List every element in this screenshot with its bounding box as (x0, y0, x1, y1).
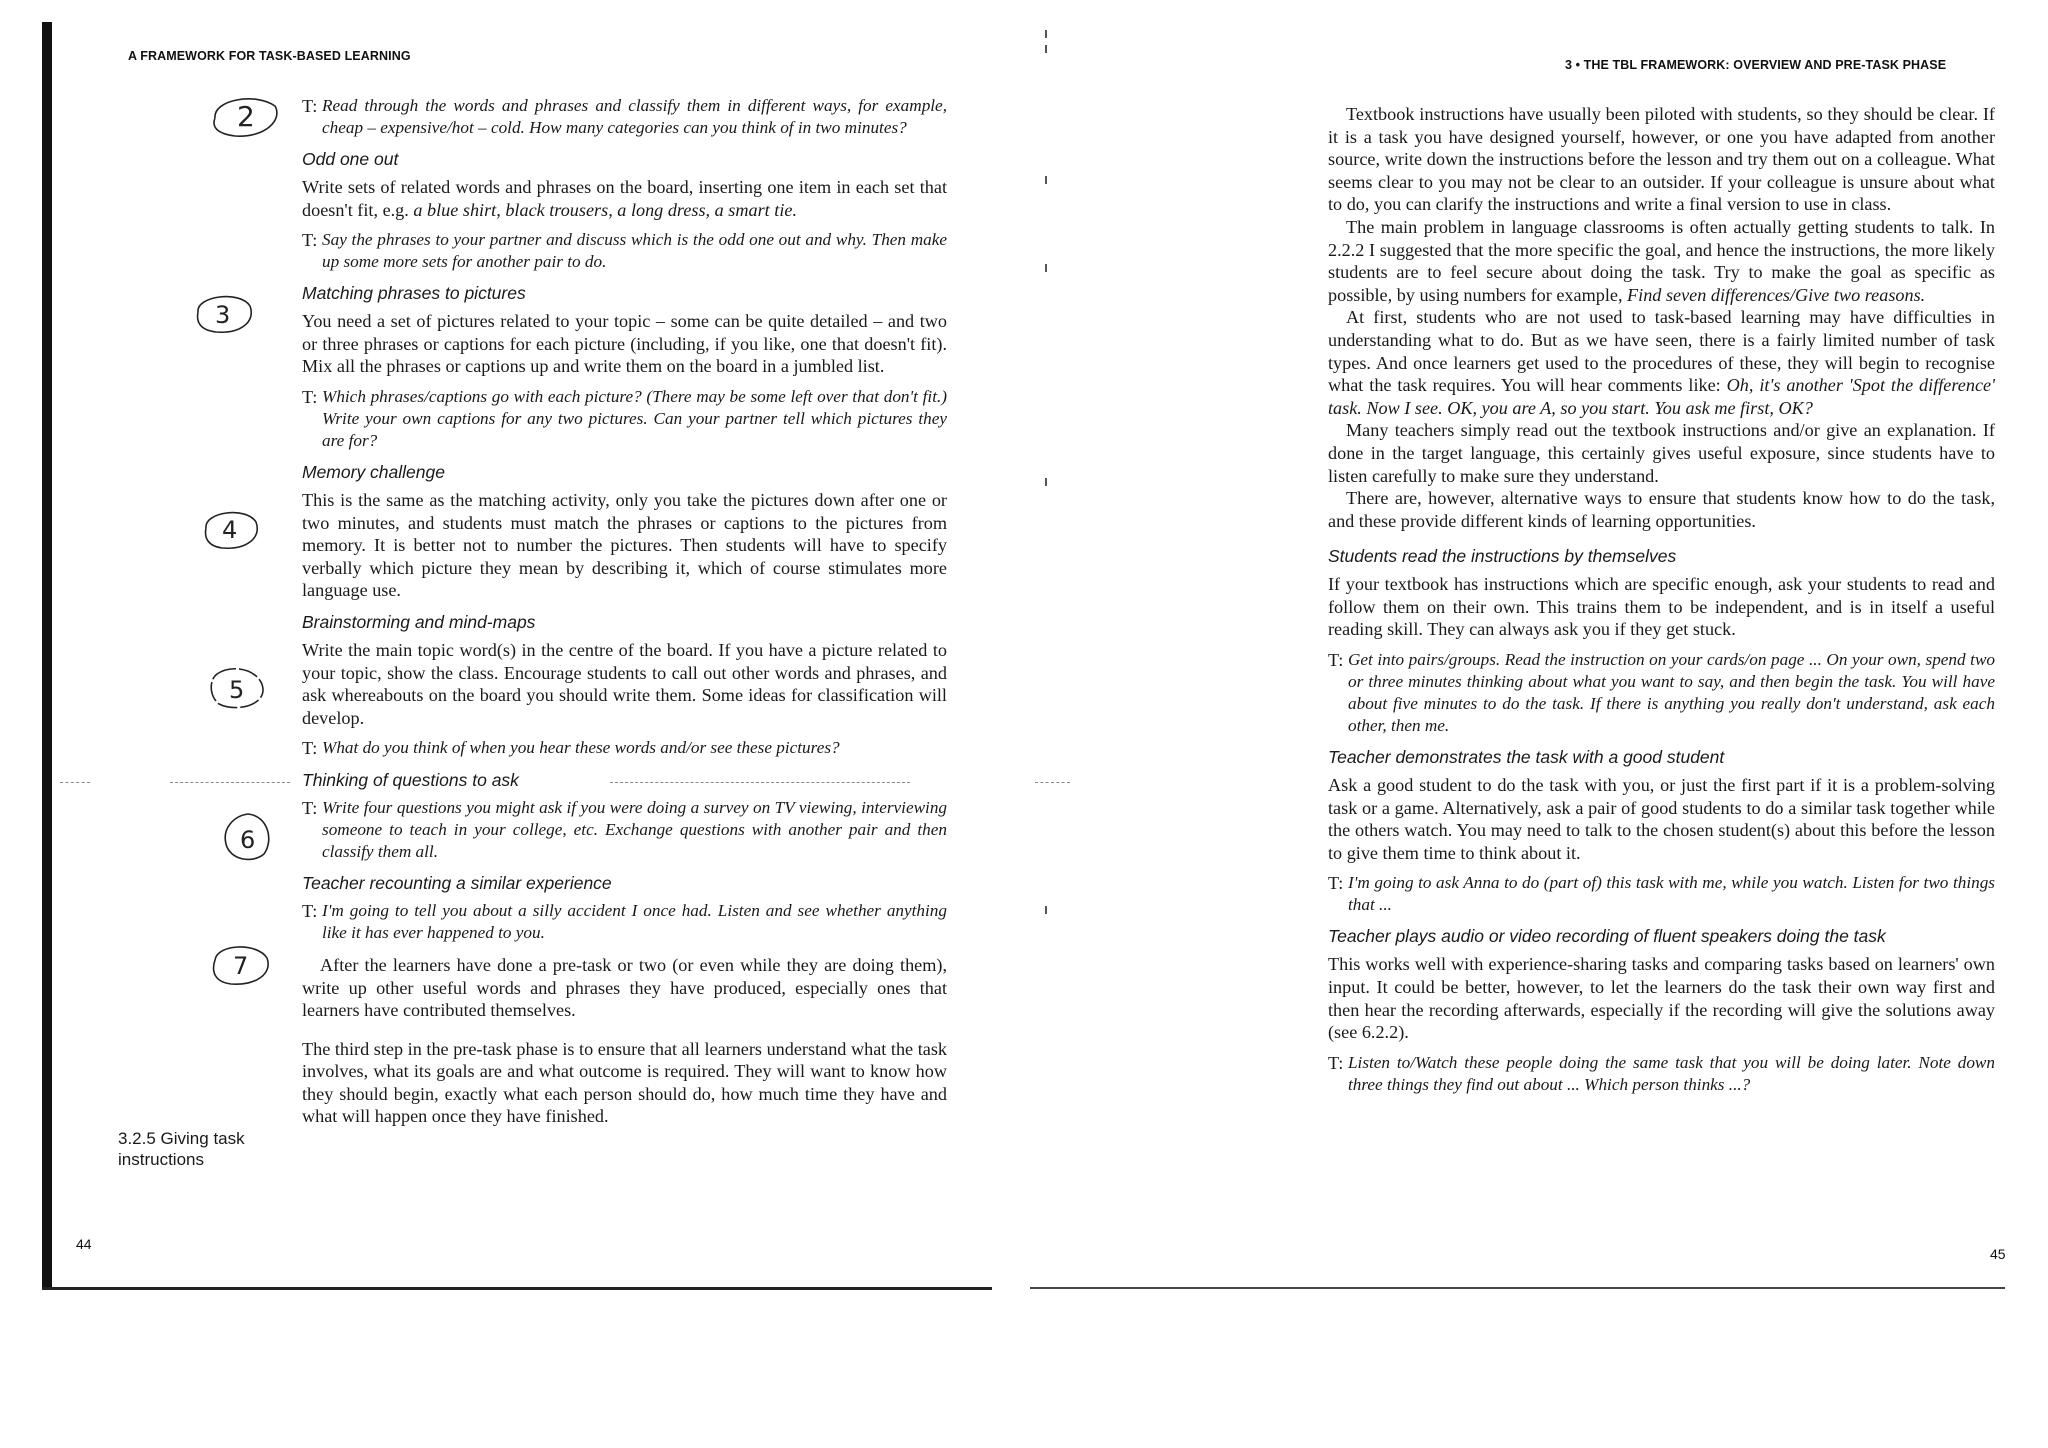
subheading-matching: Matching phrases to pictures (302, 283, 526, 304)
left-page (0, 0, 1030, 1300)
paragraph-alternative-ways: There are, however, alternative ways to ensure that students know how to do the task, and these provide different kinds of learning opportunities. (1328, 488, 1995, 531)
subheading-memory: Memory challenge (302, 461, 445, 482)
t-instruction-demonstrates: T: I'm going to ask Anna to do (part of) this task with me, while you watch. Listen for two things that ... (1328, 873, 1995, 915)
right-page-number: 45 (1990, 1246, 2006, 1262)
svg-text:7: 7 (233, 952, 249, 980)
subheading-odd-one-out: Odd one out (302, 149, 399, 169)
t-instruction-classify: T: Read through the words and phrases and classify them in different ways, for example, cheap – expensive/hot – cold. How many categories can you think of in two minutes? (302, 96, 947, 137)
paragraph-odd-one-out: Write sets of related words and phrases on the board, inserting one item in each set that doesn't fit, e.g. a blue shirt, black trousers, a long dress, a smart tie. (302, 177, 947, 220)
subheading-brainstorming: Brainstorming and mind-maps (302, 611, 536, 632)
scan-artifact (170, 782, 290, 784)
subheading-questions: Thinking of questions to ask (302, 769, 519, 790)
paragraph-many-teachers: Many teachers simply read out the textbook instructions and/or give an explanation. If done in the target language, this certainly gives useful exposure, since students have to listen carefully to make sure they understand. (1328, 420, 1995, 486)
handwritten-number-2: 2 (237, 100, 255, 133)
t-instruction-brainstorming: T: What do you think of when you hear these words and/or see these pictures? (302, 738, 840, 759)
paragraph-giving-instructions: The third step in the pre-task phase is to ensure that all learners understand what the task involves, what its goals are and what outcome is required. They will want to know how they should begin, exactly what each person should do, how much time they have and what will happen once they have finished. (302, 1038, 947, 1127)
right-running-head: 3 • THE TBL FRAMEWORK: OVERVIEW AND PRE-TASK PHASE (1565, 58, 1947, 72)
subheading-demonstrates: Teacher demonstrates the task with a good student (1328, 747, 1725, 768)
paragraph-matching: You need a set of pictures related to your topic – some can be quite detailed – and two or three phrases or captions for each picture (including, if you like, one that doesn't fit). Mix all the phrases or captions up and write them on the board in a jumbled list. (302, 311, 947, 377)
left-text-column (302, 95, 947, 1136)
binding-shadow (42, 22, 52, 1287)
handwritten-circle-2 (205, 88, 283, 140)
subheading-plays-audio: Teacher plays audio or video recording of fluent speakers doing the task (1328, 926, 1886, 947)
handwritten-circle-5 (205, 662, 271, 714)
handwritten-circle-3 (190, 290, 258, 338)
paragraph-after-pre-task: After the learners have done a pre-task or two (or even while they are doing them), write up other useful words and phrases they have produced, especially ones that learners have contributed themselves. (302, 954, 947, 1021)
scan-artifact (60, 782, 90, 784)
paragraph-brainstorming: Write the main topic word(s) in the centre of the board. If you have a picture related to your topic, show the class. Encourage students to call out other words and phrases, and ask whereabouts on the board you should write them. Some ideas for classification will develop. (302, 639, 947, 728)
subheading-students-read: Students read the instructions by themselves (1328, 546, 1677, 567)
paragraph-students-read: If your textbook has instructions which are specific enough, ask your students to read and follow them on their own. This trains them to be independent, and is in itself a useful reading skill. They can always ask you if they get stuck. (1328, 574, 1995, 640)
right-text-column (1328, 103, 1995, 1104)
paragraph-at-first: At first, students who are not used to task-based learning may have difficulties in understanding what to do. But as we have seen, there is a fairly limited number of task types. And once learners get used to the procedures of these, they will begin to recognise what the task requires. You will hear comments like: Oh, it's another 'Spot the difference' task. Now I see. OK, you are A, so you start. You ask me first, OK? (1328, 307, 1995, 418)
t-instruction-recounting: T: I'm going to tell you about a silly accident I once had. Listen and see whether anything like it has ever happened to you. (302, 900, 947, 942)
svg-text:4: 4 (222, 516, 238, 544)
right-page (1030, 0, 2048, 1300)
svg-text:5: 5 (229, 676, 245, 704)
paragraph-main-problem: The main problem in language classrooms is often actually getting students to talk. In 2.2.2 I suggested that the more specific the goal, and hence the instructions, the more likely students are to feel secure about doing the task. Try to make the goal as specific as possible, by using numbers for example, Find seven differences/Give two reasons. (1328, 216, 1995, 305)
scan-artifact (610, 782, 910, 784)
paragraph-plays-audio: This works well with experience-sharing tasks and comparing tasks based on learners' own input. It could be better, however, to let the learners do the task their own way first and then hear the recording afterwards, especially if the recording will give the solutions away (see 6.2.2). (1328, 954, 1995, 1043)
t-instruction-plays-audio: T: Listen to/Watch these people doing the same task that you will be doing later. Note down three things they find out about ... Which person thinks ...? (1328, 1052, 1995, 1094)
right-bottom-rule (1030, 1287, 2005, 1289)
paragraph-memory: This is the same as the matching activity, only you take the pictures down after one or two minutes, and students must match the phrases or captions to the pictures from memory. It is better not to number the pictures. Then students will have to specify verbally which picture they mean by describing it, which of course stimulates more language use. (302, 489, 947, 601)
left-page-number: 44 (76, 1236, 92, 1252)
subheading-recounting: Teacher recounting a similar experience (302, 872, 612, 893)
t-instruction-questions: T: Write four questions you might ask if you were doing a survey on TV viewing, interviewing someone to teach in your college, etc. Exchange questions with another pair and then classify them all. (302, 797, 947, 861)
handwritten-circle-6 (218, 810, 278, 866)
handwritten-circle-7 (205, 940, 275, 992)
svg-text:6: 6 (240, 826, 256, 854)
svg-text:3: 3 (215, 301, 231, 329)
left-running-head: A FRAMEWORK FOR TASK-BASED LEARNING (128, 49, 411, 63)
t-instruction-students-read: T: Get into pairs/groups. Read the instruction on your cards/on page ... On your own, spend two or three minutes thinking about what you want to say, and then begin the task. You will have about five minutes to do the task. If there is anything you really don't understand, ask each other, then me. (1328, 650, 1995, 736)
paragraph-textbook-instructions: Textbook instructions have usually been piloted with students, so they should be clear. If it is a task you have designed yourself, however, or one you have adapted from another source, write down the instructions before the lesson and try them out on a colleague. What seems clear to you may not be clear to an outsider. If your colleague is unsure about what to do, you can clarify the instructions and write a final version to use in class. (1328, 104, 1995, 215)
handwritten-circle-4 (198, 504, 264, 554)
side-heading-giving-task-instructions: 3.2.5 Giving task instructions (118, 1129, 245, 1169)
paragraph-demonstrates: Ask a good student to do the task with you, or just the first part if it is a problem-solving task or a game. Alternatively, ask a pair of good students to do a similar task together while the others watch. You may need to talk to the chosen student(s) about this before the lesson to give them time to think about it. (1328, 775, 1995, 863)
left-bottom-rule (42, 1287, 992, 1290)
t-instruction-matching: T: Which phrases/captions go with each picture? (There may be some left over that don't fit.) Write your own captions for any two pictures. Can your partner tell which pictures they are for? (302, 386, 947, 450)
t-instruction-odd-one-out: T: Say the phrases to your partner and discuss which is the odd one out and why. Then make up some more sets for another pair to do. (302, 230, 947, 272)
